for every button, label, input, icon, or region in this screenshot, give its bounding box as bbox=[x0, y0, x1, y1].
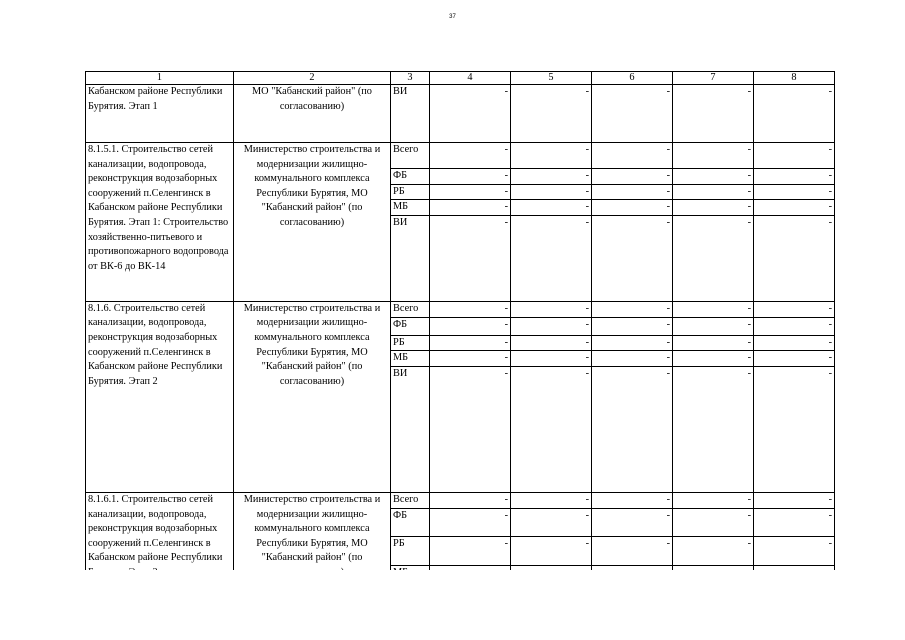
value-cell: - bbox=[754, 335, 835, 351]
value-cell: - bbox=[673, 537, 754, 565]
value-cell: - bbox=[511, 200, 592, 216]
value-cell: - bbox=[430, 301, 511, 317]
value-cell: - bbox=[754, 169, 835, 185]
value-cell: - bbox=[430, 351, 511, 367]
value-cell: - bbox=[511, 215, 592, 301]
value-cell: - bbox=[430, 184, 511, 200]
value-cell: - bbox=[673, 215, 754, 301]
value-cell: - bbox=[673, 366, 754, 492]
value-cell: - bbox=[430, 492, 511, 508]
value-cell: - bbox=[511, 85, 592, 143]
funding-source-cell: ВИ bbox=[391, 215, 430, 301]
value-cell: - bbox=[592, 184, 673, 200]
funding-source-cell: МБ bbox=[391, 351, 430, 367]
value-cell: - bbox=[754, 492, 835, 508]
funding-source-cell: МБ bbox=[391, 200, 430, 216]
value-cell: - bbox=[511, 492, 592, 508]
measure-title-cell: 8.1.6.1. Строительство сетей канализации, водопровода, реконструкция водозаборных сооружений п.Селенгинск в Кабанском районе Республики bbox=[86, 492, 234, 581]
value-cell: - bbox=[592, 335, 673, 351]
value-cell: - bbox=[592, 215, 673, 301]
value-cell: - bbox=[511, 366, 592, 492]
value-cell: - bbox=[754, 351, 835, 367]
funding-source-cell: ФБ bbox=[391, 169, 430, 185]
value-cell: - bbox=[592, 366, 673, 492]
value-cell: - bbox=[511, 335, 592, 351]
measure-title-cell: 8.1.5.1. Строительство сетей канализации, водопровода, реконструкция водозаборных сооружений п.Селенгинск в Кабанском районе Республики Бурятия. Этап 1: Строительство хозяйственно-питьевого и противопожарного водопровода от ВК-6 до ВК-14 bbox=[86, 143, 234, 302]
value-cell: - bbox=[592, 143, 673, 169]
executor-cell: Министерство строительства и модернизации жилищно-коммунального комплекса Республики Бурятия, МО "Кабанский район" (по согласованию) bbox=[234, 301, 391, 492]
value-cell: - bbox=[430, 335, 511, 351]
page-bottom-margin bbox=[85, 570, 845, 640]
value-cell: - bbox=[511, 169, 592, 185]
value-cell: - bbox=[754, 509, 835, 537]
value-cell: - bbox=[430, 85, 511, 143]
funding-source-cell: ФБ bbox=[391, 317, 430, 335]
funding-source-cell: ФБ bbox=[391, 509, 430, 537]
executor-cell: Министерство строительства и модернизации жилищно-коммунального комплекса Республики Бурятия, МО "Кабанский район" (по bbox=[234, 492, 391, 581]
table-row bbox=[86, 301, 835, 317]
value-cell: - bbox=[592, 200, 673, 216]
page-number: 37 bbox=[449, 14, 456, 20]
funding-source-cell: ВИ bbox=[391, 85, 430, 143]
value-cell: - bbox=[673, 169, 754, 185]
value-cell: - bbox=[673, 143, 754, 169]
value-cell: - bbox=[754, 200, 835, 216]
value-cell: - bbox=[430, 215, 511, 301]
column-header-8: 8 bbox=[754, 72, 835, 85]
executor-cell: МО "Кабанский район" (по согласованию) bbox=[234, 85, 391, 143]
value-cell: - bbox=[754, 537, 835, 565]
value-cell: - bbox=[673, 200, 754, 216]
value-cell: - bbox=[511, 351, 592, 367]
value-cell: - bbox=[511, 301, 592, 317]
measure-title-cell: Кабанском районе Республики Бурятия. Этап 1 bbox=[86, 85, 234, 143]
column-header-4: 4 bbox=[430, 72, 511, 85]
executor-cell: Министерство строительства и модернизации жилищно-коммунального комплекса Республики Бурятия, МО "Кабанский район" (по согласованию) bbox=[234, 143, 391, 302]
funding-source-cell: ВИ bbox=[391, 366, 430, 492]
value-cell: - bbox=[430, 366, 511, 492]
table-row bbox=[86, 143, 835, 169]
column-header-3: 3 bbox=[391, 72, 430, 85]
column-header-6: 6 bbox=[592, 72, 673, 85]
value-cell: - bbox=[592, 169, 673, 185]
value-cell: - bbox=[430, 169, 511, 185]
value-cell: - bbox=[511, 509, 592, 537]
table-row bbox=[86, 85, 835, 143]
value-cell: - bbox=[430, 200, 511, 216]
value-cell: - bbox=[754, 85, 835, 143]
value-cell: - bbox=[592, 351, 673, 367]
value-cell: - bbox=[511, 317, 592, 335]
value-cell: - bbox=[430, 537, 511, 565]
value-cell: - bbox=[673, 509, 754, 537]
value-cell: - bbox=[511, 184, 592, 200]
value-cell: - bbox=[754, 215, 835, 301]
column-header-1: 1 bbox=[86, 72, 234, 85]
column-header-5: 5 bbox=[511, 72, 592, 85]
value-cell: - bbox=[754, 301, 835, 317]
value-cell: - bbox=[673, 85, 754, 143]
funding-source-cell: РБ bbox=[391, 335, 430, 351]
value-cell: - bbox=[673, 492, 754, 508]
funding-source-cell: Всего bbox=[391, 301, 430, 317]
value-cell: - bbox=[673, 301, 754, 317]
value-cell: - bbox=[673, 335, 754, 351]
value-cell: - bbox=[592, 301, 673, 317]
column-header-2: 2 bbox=[234, 72, 391, 85]
table-header-row bbox=[86, 72, 835, 85]
value-cell: - bbox=[592, 509, 673, 537]
value-cell: - bbox=[754, 366, 835, 492]
funding-source-cell: РБ bbox=[391, 537, 430, 565]
value-cell: - bbox=[754, 184, 835, 200]
value-cell: - bbox=[430, 143, 511, 169]
value-cell: - bbox=[592, 317, 673, 335]
funding-source-cell: Всего bbox=[391, 143, 430, 169]
value-cell: - bbox=[430, 509, 511, 537]
funding-source-cell: Всего bbox=[391, 492, 430, 508]
value-cell: - bbox=[754, 317, 835, 335]
column-header-7: 7 bbox=[673, 72, 754, 85]
value-cell: - bbox=[592, 537, 673, 565]
value-cell: - bbox=[673, 351, 754, 367]
value-cell: - bbox=[673, 184, 754, 200]
measure-title-cell: 8.1.6. Строительство сетей канализации, водопровода, реконструкция водозаборных сооружений п.Селенгинск в Кабанском районе Республики Бурятия. Этап 2 bbox=[86, 301, 234, 492]
table-row bbox=[86, 492, 835, 508]
value-cell: - bbox=[592, 85, 673, 143]
value-cell: - bbox=[511, 143, 592, 169]
funding-source-cell: РБ bbox=[391, 184, 430, 200]
budget-table bbox=[85, 71, 835, 582]
value-cell: - bbox=[511, 537, 592, 565]
value-cell: - bbox=[754, 143, 835, 169]
value-cell: - bbox=[673, 317, 754, 335]
value-cell: - bbox=[592, 492, 673, 508]
value-cell: - bbox=[430, 317, 511, 335]
